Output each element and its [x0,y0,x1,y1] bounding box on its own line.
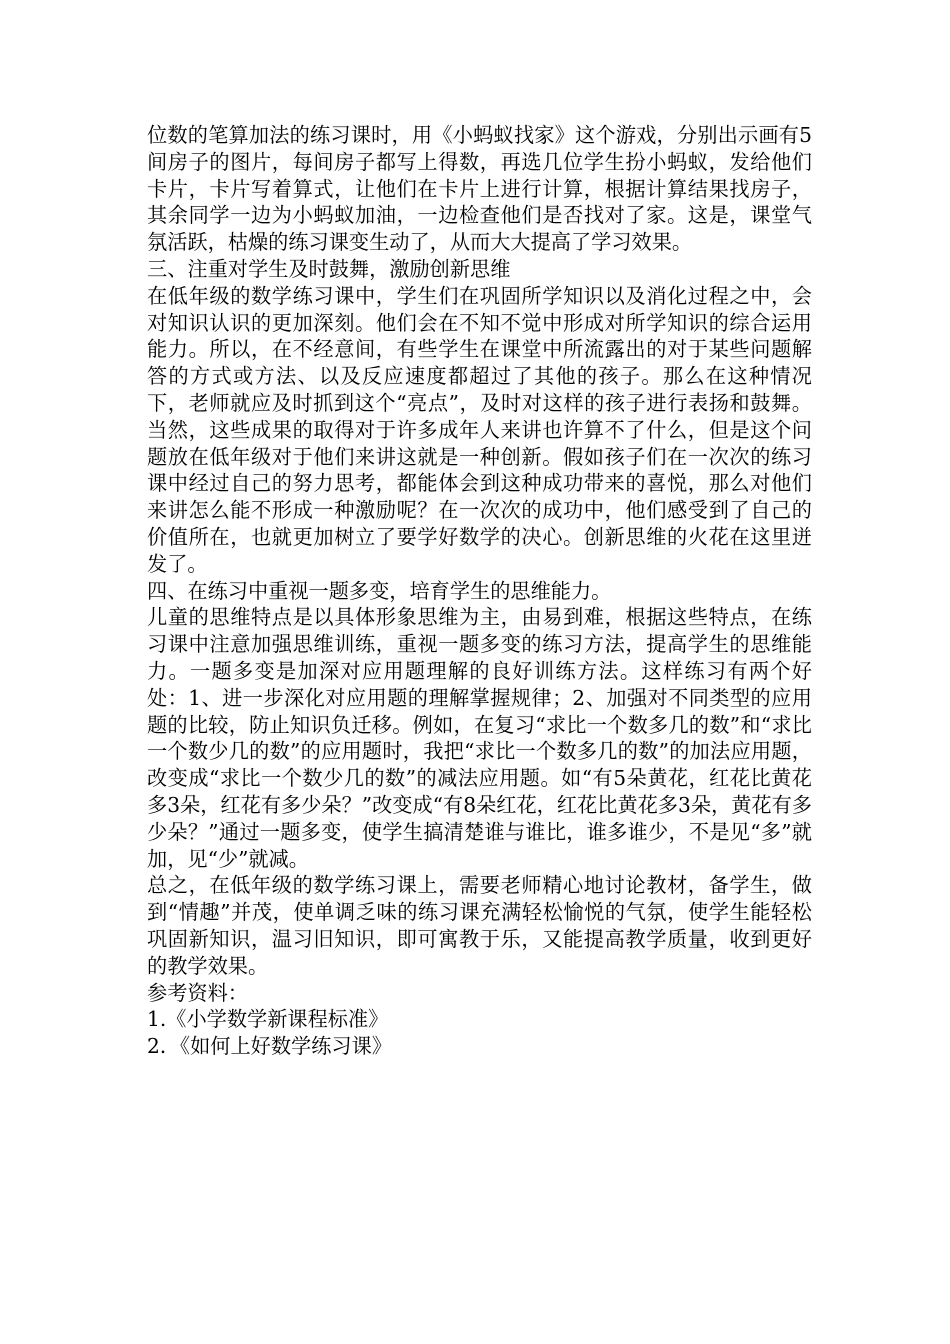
section-4-paragraph: 儿童的思维特点是以具体形象思维为主，由易到难，根据这些特点，在练习课中注意加强思维训练，重视一题多变的练习方法，提高学生的思维能力。一题多变是加深对应用题理解的良好训练方法。这样练习有两个好处：1、进一步深化对应用题的理解掌握规律；2、加强对不同类型的应用题的比较，防止知识负迁移。例如，在复习“求比一个数多几的数”和“求比一个数少几的数”的应用题时，我把“求比一个数多几的数”的加法应用题，改变成“求比一个数少几的数”的减法应用题。如“有5朵黄花，红花比黄花多3朵，红花有多少朵？”改变成“有8朵红花，红花比黄花多3朵，黄花有多少朵？”通过一题多变，使学生搞清楚谁与谁比，谁多谁少，不是见“多”就加，见“少”就减。 [147,605,812,871]
reference-item-2: 2．《如何上好数学练习课》 [147,1034,392,1059]
document-body [147,122,812,1060]
section-4-heading: 四、在练习中重视一题多变，培育学生的思维能力。 [147,578,612,603]
intro-paragraph: 位数的笔算加法的练习课时，用《小蚂蚁找家》这个游戏，分别出示画有5间房子的图片，每间房子都写上得数，再选几位学生扮小蚂蚁，发给他们卡片，卡片写着算式，让他们在卡片上进行计算，根据计算结果找房子，其余同学一边为小蚂蚁加油，一边检查他们是否找对了家。这是，课堂气氛活跃，枯燥的练习课变生动了，从而大大提高了学习效果。 [147,123,812,255]
reference-item-1: 1.《小学数学新课程标准》 [147,1007,389,1032]
summary-paragraph: 总之，在低年级的数学练习课上，需要老师精心地讨论教材，备学生，做到“情趣”并茂，使单调乏味的练习课充满轻松愉悦的气氛，使学生能轻松巩固新知识，温习旧知识，即可寓教于乐，又能提高教学质量，收到更好的教学效果。 [147,873,812,978]
section-3-heading: 三、注重对学生及时鼓舞，激励创新思维 [147,256,511,281]
references-label: 参考资料： [147,980,248,1005]
section-3-paragraph: 在低年级的数学练习课中，学生们在巩固所学知识以及消化过程之中，会对知识认识的更加深刻。他们会在不知不觉中形成对所学知识的综合运用能力。所以，在不经意间，有些学生在课堂中所流露出的对于某些问题解答的方式或方法、以及反应速度都超过了其他的孩子。那么在这种情况下，老师就应及时抓到这个“亮点”，及时对这样的孩子进行表扬和鼓舞。当然，这些成果的取得对于许多成年人来讲也许算不了什么，但是这个问题放在低年级对于他们来讲这就是一种创新。假如孩子们在一次次的练习课中经过自己的努力思考，都能体会到这种成功带来的喜悦，那么对他们来讲怎么能不形成一种激励呢？在一次次的成功中，他们感受到了自己的价值所在，也就更加树立了要学好数学的决心。创新思维的火花在这里迸发了。 [147,283,812,576]
